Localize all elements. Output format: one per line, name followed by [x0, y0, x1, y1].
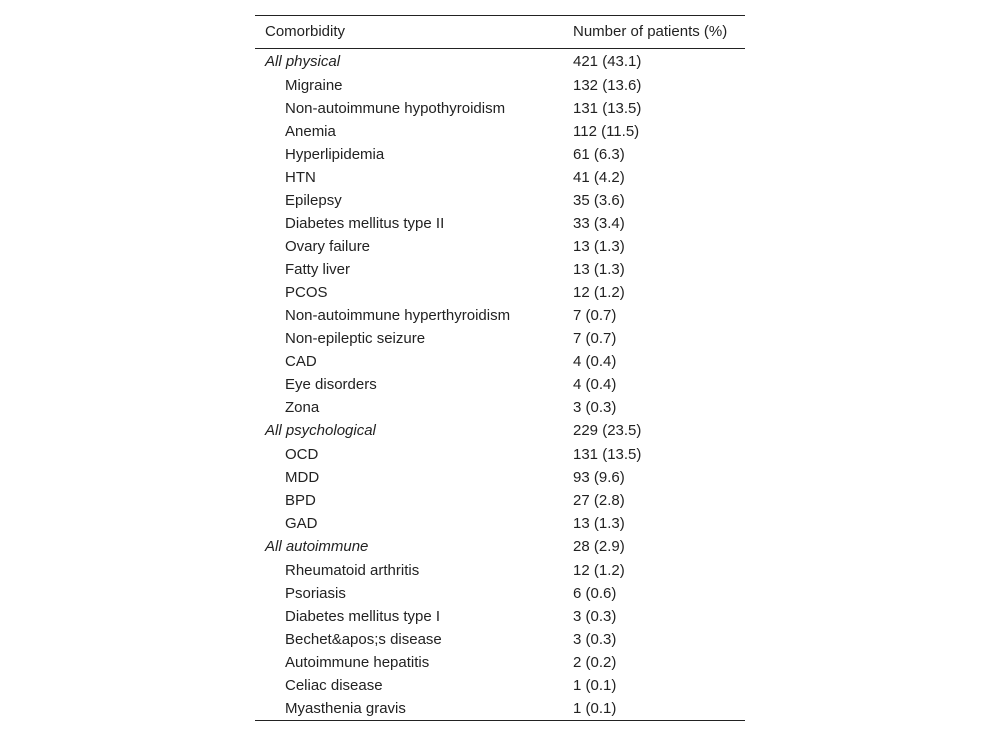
patient-count: 12 (1.2) [573, 562, 625, 579]
patient-count: 4 (0.4) [573, 353, 617, 370]
comorbidity-table-container [255, 15, 745, 721]
header-number-of-patients: Number of patients (%) [573, 23, 728, 40]
comorbidity-name: Diabetes mellitus type I [285, 608, 441, 625]
patient-count: 61 (6.3) [573, 146, 625, 163]
patient-count: 13 (1.3) [573, 261, 625, 278]
comorbidity-name: Eye disorders [285, 376, 377, 393]
patient-count: 3 (0.3) [573, 399, 617, 416]
patient-count: 6 (0.6) [573, 585, 617, 602]
patient-count: 93 (9.6) [573, 469, 625, 486]
table-row [255, 373, 745, 396]
group-name: All psychological [265, 422, 376, 439]
group-row [255, 535, 745, 559]
patient-count: 2 (0.2) [573, 654, 617, 671]
group-value: 229 (23.5) [573, 422, 642, 439]
table-row [255, 651, 745, 674]
patient-count: 131 (13.5) [573, 100, 642, 117]
patient-count: 33 (3.4) [573, 215, 625, 232]
comorbidity-name: Diabetes mellitus type II [285, 215, 445, 232]
comorbidity-name: HTN [285, 169, 316, 186]
table-row [255, 350, 745, 373]
table-row [255, 304, 745, 327]
patient-count: 3 (0.3) [573, 608, 617, 625]
patient-count: 3 (0.3) [573, 631, 617, 648]
comorbidity-name: Non-autoimmune hypothyroidism [285, 100, 506, 117]
patient-count: 1 (0.1) [573, 700, 617, 717]
comorbidity-name: Psoriasis [285, 585, 346, 602]
comorbidity-name: BPD [285, 492, 316, 509]
patient-count: 7 (0.7) [573, 330, 617, 347]
patient-count: 131 (13.5) [573, 446, 642, 463]
group-name: All autoimmune [265, 538, 369, 555]
comorbidity-name: GAD [285, 515, 318, 532]
group-row [255, 49, 745, 75]
table-row [255, 466, 745, 489]
comorbidity-name: Ovary failure [285, 238, 371, 255]
comorbidity-name: PCOS [285, 284, 328, 301]
comorbidity-name: Myasthenia gravis [285, 700, 406, 717]
patient-count: 132 (13.6) [573, 77, 642, 94]
header-row [255, 16, 745, 49]
patient-count: 13 (1.3) [573, 238, 625, 255]
table-row [255, 628, 745, 651]
table-row [255, 327, 745, 350]
comorbidity-name: Celiac disease [285, 677, 383, 694]
comorbidity-name: Anemia [285, 123, 336, 140]
table-row [255, 443, 745, 466]
comorbidity-table [255, 15, 745, 721]
table-row [255, 97, 745, 120]
patient-count: 112 (11.5) [573, 123, 640, 140]
comorbidity-name: Fatty liver [285, 261, 351, 278]
table-row [255, 258, 745, 281]
comorbidity-name: OCD [285, 446, 319, 463]
patient-count: 7 (0.7) [573, 307, 617, 324]
patient-count: 4 (0.4) [573, 376, 617, 393]
table-row [255, 697, 745, 721]
table-row [255, 120, 745, 143]
table-row [255, 281, 745, 304]
comorbidity-name: Non-autoimmune hyperthyroidism [285, 307, 511, 324]
comorbidity-name: Autoimmune hepatitis [285, 654, 430, 671]
header-comorbidity: Comorbidity [265, 23, 346, 40]
table-row [255, 582, 745, 605]
patient-count: 13 (1.3) [573, 515, 625, 532]
comorbidity-name: Zona [285, 399, 320, 416]
comorbidity-name: Bechet&apos;s disease [285, 631, 442, 648]
table-row [255, 512, 745, 535]
patient-count: 12 (1.2) [573, 284, 625, 301]
comorbidity-name: CAD [285, 353, 317, 370]
patient-count: 1 (0.1) [573, 677, 617, 694]
comorbidity-name: Rheumatoid arthritis [285, 562, 420, 579]
comorbidity-name: MDD [285, 469, 320, 486]
table-row [255, 489, 745, 512]
patient-count: 35 (3.6) [573, 192, 625, 209]
table-row [255, 212, 745, 235]
group-value: 421 (43.1) [573, 53, 642, 70]
patient-count: 27 (2.8) [573, 492, 625, 509]
table-body [255, 49, 745, 721]
table-row [255, 235, 745, 258]
table-row [255, 143, 745, 166]
comorbidity-name: Migraine [285, 77, 343, 94]
group-value: 28 (2.9) [573, 538, 625, 555]
comorbidity-name: Hyperlipidemia [285, 146, 385, 163]
comorbidity-name: Non-epileptic seizure [285, 330, 426, 347]
table-row [255, 674, 745, 697]
group-name: All physical [265, 53, 341, 70]
table-row [255, 166, 745, 189]
patient-count: 41 (4.2) [573, 169, 625, 186]
table-row [255, 396, 745, 419]
table-header [255, 16, 745, 49]
table-row [255, 74, 745, 97]
table-row [255, 605, 745, 628]
table-row [255, 189, 745, 212]
table-row [255, 559, 745, 582]
comorbidity-name: Epilepsy [285, 192, 342, 209]
group-row [255, 419, 745, 443]
